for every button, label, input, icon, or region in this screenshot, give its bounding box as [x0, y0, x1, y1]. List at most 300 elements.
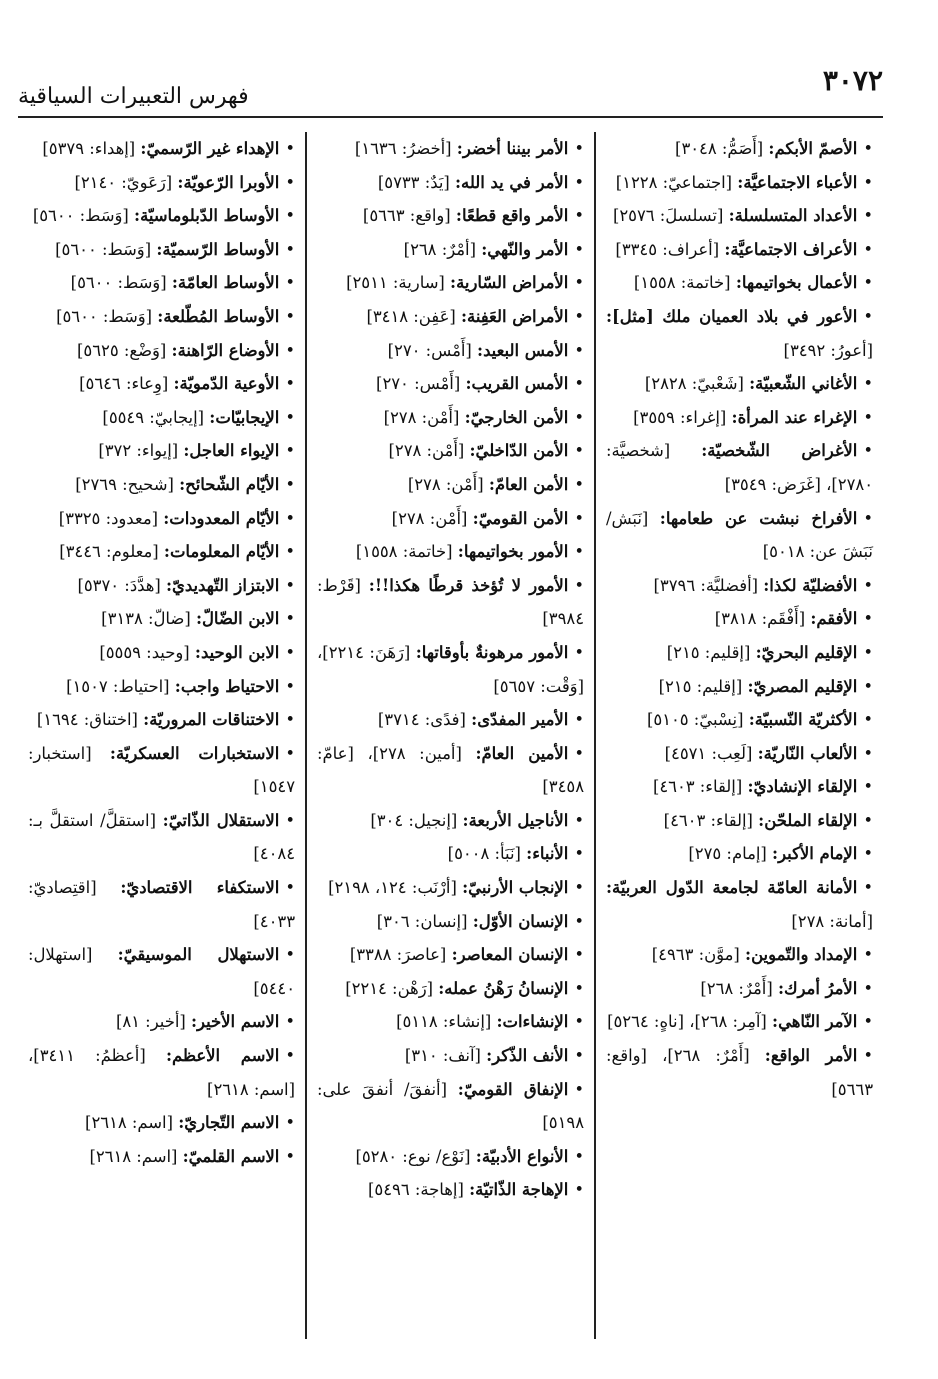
bullet-icon: •: [863, 676, 873, 696]
index-entry: [317, 233, 584, 267]
bullet-icon: •: [574, 441, 584, 461]
entry-term: الأمور مرهونةٌ بأوقاتها:: [415, 642, 569, 662]
entry-term: الأمر والنّهي:: [481, 239, 569, 259]
entry-term: الإغراء عند المرأة:: [731, 407, 858, 427]
bullet-icon: •: [285, 340, 295, 360]
index-entry: [317, 972, 584, 1006]
index-entry: [317, 334, 584, 368]
entry-reference: [إهداء: ٥٣٧٩]: [42, 139, 136, 158]
index-entry: [28, 569, 295, 603]
index-entry: [317, 367, 584, 401]
bullet-icon: •: [574, 1079, 584, 1099]
entry-term: الاستهلال الموسيقيّ:: [117, 945, 280, 965]
entry-term: الإيواء العاجل:: [183, 441, 280, 461]
bullet-icon: •: [285, 1046, 295, 1066]
entry-reference: [ضالّ: ٣١٣٨]: [101, 609, 191, 629]
entry-reference: [اقتِصاديّ: ٤٠٣٣]: [28, 878, 295, 931]
entry-term: الأكثريّة النّسبيّة:: [748, 710, 858, 730]
entry-term: الإهداء غير الرّسميّ:: [140, 139, 280, 158]
entry-term: الأناجيل الأربعة:: [462, 810, 569, 830]
entry-term: الأيّام المعلومات:: [163, 542, 280, 562]
bullet-icon: •: [285, 508, 295, 528]
bullet-icon: •: [574, 978, 584, 998]
entry-term: الإنسان الأوّل:: [472, 911, 569, 931]
bullet-icon: •: [285, 374, 295, 394]
entry-term: الإنفاق القوميّ:: [457, 1079, 569, 1099]
header-rule: [18, 116, 883, 118]
bullet-icon: •: [863, 239, 873, 259]
entry-term: الإيجابيّات:: [209, 407, 280, 427]
entry-term: الأمانة العامّة لجامعة الدّول العربيّة:: [606, 878, 858, 898]
entry-term: الاسم القلميّ:: [182, 1146, 280, 1166]
entry-reference: [أَمْرٌ: ٢٦٨]، [واقع: ٥٦٦٣]: [606, 1046, 873, 1099]
bullet-icon: •: [574, 273, 584, 293]
index-entry: [28, 434, 295, 468]
index-entry: [317, 300, 584, 334]
index-entry: [606, 132, 873, 166]
entry-reference: [نِسْبيّ: ٥١٠٥]: [646, 710, 744, 730]
entry-reference: [عاصرَ: ٣٣٨٨]: [349, 945, 447, 965]
entry-term: الإهاجة الذّاتيّة:: [469, 1180, 569, 1200]
index-entry: [606, 233, 873, 267]
entry-reference: [وحيد: ٥٥٥٩]: [99, 642, 190, 662]
entry-reference: [إيواء: ٣٧٢]: [98, 441, 179, 461]
entry-reference: [سارية: ٢٥١١]: [346, 273, 445, 293]
entry-term: الإنسان المعاصر:: [451, 945, 569, 965]
entry-reference: [إنسان: ٣٠٦]: [376, 911, 468, 931]
entry-term: الأوضاع الرّاهنة:: [171, 340, 280, 360]
index-entry: [28, 535, 295, 569]
index-entry: [606, 569, 873, 603]
entry-reference: [أَصَمُّ: ٣٠٤٨]: [675, 139, 764, 158]
index-entry: [28, 871, 295, 938]
entry-reference: [إقليم: ٢١٥]: [658, 676, 743, 696]
bullet-icon: •: [285, 407, 295, 427]
bullet-icon: •: [574, 306, 584, 326]
entry-reference: [إغراء: ٣٥٥٩]: [633, 407, 727, 427]
index-columns: [18, 132, 883, 1339]
entry-term: الأوعية الدّمويّة:: [173, 374, 280, 394]
index-entry: [28, 132, 295, 166]
index-entry: [606, 401, 873, 435]
bullet-icon: •: [285, 239, 295, 259]
bullet-icon: •: [285, 206, 295, 226]
bullet-icon: •: [863, 642, 873, 662]
entry-term: الإقليم البحريّ:: [755, 642, 858, 662]
bullet-icon: •: [285, 710, 295, 730]
bullet-icon: •: [863, 710, 873, 730]
bullet-icon: •: [863, 609, 873, 629]
entry-reference: [وَسَط: ٥٦٠٠]: [32, 206, 129, 226]
bullet-icon: •: [863, 374, 873, 394]
entry-term: الإنشاءات:: [496, 1012, 569, 1032]
bullet-icon: •: [574, 1180, 584, 1200]
index-entry: [606, 972, 873, 1006]
entry-reference: [أَمْس: ٢٧٠]: [376, 374, 461, 394]
index-entry: [28, 300, 295, 334]
entry-reference: [خاتمة: ١٥٥٨]: [355, 542, 453, 562]
bullet-icon: •: [863, 1046, 873, 1066]
bullet-icon: •: [863, 306, 873, 326]
bullet-icon: •: [574, 239, 584, 259]
entry-reference: [نَبَش/ نَبَشَ عن: ٥٠١٨]: [606, 508, 873, 562]
entry-reference: [عَفِن: ٣٤١٨]: [366, 306, 456, 326]
column-right: [596, 132, 883, 1339]
index-entry: [28, 1005, 295, 1039]
index-entry: [606, 804, 873, 838]
bullet-icon: •: [574, 743, 584, 763]
entry-term: الأمن القوميّ:: [472, 508, 569, 528]
index-entry: [606, 670, 873, 704]
entry-reference: [إلقاء: ٤٦٠٣]: [663, 810, 753, 830]
bullet-icon: •: [285, 306, 295, 326]
entry-reference: [إهاجة: ٥٤٩٦]: [368, 1180, 464, 1200]
entry-reference: [إنشاء: ٥١١٨]: [396, 1012, 492, 1032]
entry-reference: [أمْرٌ: ٢٦٨]: [403, 239, 476, 259]
entry-reference: [وَسَط: ٥٦٠٠]: [56, 306, 153, 326]
bullet-icon: •: [863, 575, 873, 595]
index-entry: [28, 1140, 295, 1174]
bullet-icon: •: [285, 609, 295, 629]
entry-reference: [شحيح: ٢٧٦٩]: [75, 474, 174, 494]
bullet-icon: •: [863, 1012, 873, 1032]
bullet-icon: •: [863, 878, 873, 898]
bullet-icon: •: [285, 676, 295, 696]
entry-term: الأعور في بلاد العميان ملك [مثل]:: [606, 306, 858, 326]
entry-reference: [احتياط: ١٥٠٧]: [66, 676, 170, 696]
entry-reference: [نَبَأ: ٥٠٠٨]: [447, 844, 521, 864]
entry-reference: [أَمْن: ٢٧٨]: [383, 407, 460, 427]
entry-term: الاختناقات المروريّة:: [143, 710, 280, 730]
bullet-icon: •: [285, 642, 295, 662]
entry-reference: [أعظمُ: ٣٤١١]، [اسم: ٢٦١٨]: [28, 1046, 295, 1099]
entry-reference: [أخضرُ: ١٦٣٦]: [354, 139, 452, 158]
index-entry: [317, 199, 584, 233]
index-entry: [28, 804, 295, 871]
entry-term: الأفراخ نبشت عن طعامها:: [659, 508, 858, 528]
index-entry: [606, 199, 873, 233]
entry-reference: [شخصيَّة: ٢٧٨٠]، [غَرَض: ٣٥٤٩]: [606, 441, 873, 494]
entry-reference: [إنجيل: ٣٠٤]: [370, 810, 458, 830]
bullet-icon: •: [574, 542, 584, 562]
entry-term: الاحتياط واجب:: [174, 676, 280, 696]
entry-term: الآمر النّاهي:: [772, 1012, 858, 1032]
entry-term: الأنواع الأدبيّة:: [475, 1146, 569, 1166]
entry-term: الأغراض الشّخصيّة:: [701, 441, 858, 461]
index-entry: [606, 266, 873, 300]
index-entry: [606, 703, 873, 737]
entry-term: الأمس القريب:: [465, 374, 569, 394]
entry-reference: [واقع: ٥٦٦٣]: [362, 206, 451, 226]
bullet-icon: •: [285, 1012, 295, 1032]
entry-reference: [أمين: ٢٧٨]، [عامّ: ٣٤٥٨]: [317, 743, 584, 797]
entry-term: الأمن الدّاخليّ:: [469, 441, 569, 461]
index-entry: [317, 737, 584, 804]
page-number: ٣٠٧٢: [822, 64, 883, 97]
column-left: [18, 132, 307, 1339]
index-entry: [28, 266, 295, 300]
entry-term: الأعداد المتسلسلة:: [728, 206, 858, 226]
entry-term: الاسم الأخير:: [191, 1012, 280, 1032]
entry-reference: [شَعْبيّ: ٢٨٢٨]: [644, 374, 744, 394]
bullet-icon: •: [863, 844, 873, 864]
index-entry: [28, 737, 295, 804]
bullet-icon: •: [863, 945, 873, 965]
entry-reference: [نَوْع/ نوع: ٥٢٨٠]: [355, 1146, 471, 1166]
bullet-icon: •: [574, 1146, 584, 1166]
bullet-icon: •: [285, 139, 295, 158]
entry-term: الأمر بيننا أخضر:: [456, 139, 569, 158]
entry-reference: [قَرْط: ٣٩٨٤]: [317, 575, 584, 629]
entry-reference: [أفضليَّة: ٣٧٩٦]: [653, 575, 759, 595]
bullet-icon: •: [574, 844, 584, 864]
entry-reference: [وَسَط: ٥٦٠٠]: [55, 239, 152, 259]
entry-term: الألعاب النّاريّة:: [757, 743, 858, 763]
bullet-icon: •: [574, 374, 584, 394]
entry-reference: [إمام: ٢٧٥]: [688, 844, 767, 864]
entry-reference: [لَعِب: ٤٥٧١]: [664, 743, 753, 763]
running-title: فهرس التعبيرات السياقية: [18, 84, 249, 109]
index-entry: [606, 367, 873, 401]
bullet-icon: •: [574, 710, 584, 730]
entry-reference: [آنف: ٣١٠]: [404, 1046, 481, 1066]
entry-reference: [أعراف: ٣٣٤٥]: [615, 239, 720, 259]
entry-reference: [اسم: ٢٦١٨]: [89, 1146, 178, 1166]
entry-reference: [خاتمة: ١٥٥٨]: [633, 273, 731, 293]
index-entry: [28, 602, 295, 636]
index-entry: [317, 703, 584, 737]
bullet-icon: •: [574, 911, 584, 931]
index-entry: [317, 569, 584, 636]
bullet-icon: •: [285, 474, 295, 494]
index-entry: [317, 636, 584, 703]
entry-term: الأمن العامّ:: [488, 474, 569, 494]
bullet-icon: •: [574, 206, 584, 226]
entry-reference: [موَّن: ٤٩٦٣]: [651, 945, 740, 965]
index-entry: [606, 737, 873, 771]
bullet-icon: •: [285, 575, 295, 595]
bullet-icon: •: [863, 407, 873, 427]
index-entry: [606, 837, 873, 871]
entry-term: الإلقاء الإنشاديّ:: [747, 777, 858, 797]
entry-reference: [أعورُ: ٣٤٩٢]: [783, 340, 873, 360]
entry-reference: [أَمْن: ٢٧٨]: [407, 474, 484, 494]
index-entry: [606, 434, 873, 501]
bullet-icon: •: [574, 1046, 584, 1066]
entry-term: الإلقاء الملحّن:: [758, 810, 858, 830]
entry-term: الأعمال بخواتيمها:: [735, 273, 858, 293]
bullet-icon: •: [285, 542, 295, 562]
entry-term: الإنسانُ رَهْنُ عمله:: [438, 978, 569, 998]
bullet-icon: •: [863, 978, 873, 998]
entry-term: الأمور لا تُؤخذ قرطًا هكذا!!:: [368, 575, 569, 595]
index-entry: [28, 199, 295, 233]
entry-reference: [إلقاء: ٤٦٠٣]: [652, 777, 743, 797]
entry-reference: [اسم: ٢٦١٨]: [85, 1113, 173, 1133]
entry-term: الاستخبارات العسكريّة:: [109, 743, 280, 763]
index-entry: [606, 502, 873, 569]
entry-reference: [معدود: ٣٣٢٥]: [58, 508, 158, 528]
index-entry: [317, 132, 584, 166]
index-entry: [28, 502, 295, 536]
index-entry: [317, 804, 584, 838]
bullet-icon: •: [574, 642, 584, 662]
index-entry: [28, 367, 295, 401]
entry-term: الأغاني الشّعبيّة:: [749, 374, 858, 394]
index-entry: [606, 871, 873, 938]
entry-term: الأفقم:: [810, 609, 858, 629]
bullet-icon: •: [574, 575, 584, 595]
index-entry: [317, 502, 584, 536]
entry-reference: [استهلال: ٥٤٤٠]: [28, 945, 295, 998]
bullet-icon: •: [574, 878, 584, 898]
bullet-icon: •: [863, 810, 873, 830]
bullet-icon: •: [574, 1012, 584, 1032]
index-entry: [317, 266, 584, 300]
entry-term: الأنف الذّكر:: [486, 1046, 569, 1066]
bullet-icon: •: [863, 777, 873, 797]
entry-term: الابن الضّالّ:: [195, 609, 280, 629]
entry-term: الأعراف الاجتماعيَّة:: [724, 239, 858, 259]
entry-reference: [أمانة: ٢٧٨]: [791, 911, 873, 931]
bullet-icon: •: [285, 743, 295, 763]
bullet-icon: •: [574, 407, 584, 427]
bullet-icon: •: [574, 340, 584, 360]
entry-reference: [فدًى: ٣٧١٤]: [377, 710, 466, 730]
entry-term: الأعباء الاجتماعيَّة:: [737, 172, 858, 192]
entry-term: الأمس البعيد:: [477, 340, 569, 360]
entry-term: الأمر في يد الله:: [455, 172, 569, 192]
entry-term: الإقليم المصريّ:: [747, 676, 858, 696]
index-entry: [317, 837, 584, 871]
index-entry: [317, 1073, 584, 1140]
index-entry: [317, 166, 584, 200]
index-entry: [317, 905, 584, 939]
entry-reference: [أَمْن: ٢٧٨]: [388, 441, 465, 461]
entry-reference: [أخير: ٨١]: [115, 1012, 186, 1032]
index-entry: [317, 401, 584, 435]
index-entry: [606, 602, 873, 636]
entry-reference: [آمِر: ٢٦٨]، [ناهٍ: ٥٢٦٤]: [607, 1012, 767, 1032]
entry-reference: [أنفقَ/ أنفقَ على: ٥١٩٨]: [317, 1079, 584, 1133]
entry-term: الأمر واقع قطعًا:: [455, 206, 569, 226]
index-entry: [28, 1039, 295, 1106]
index-entry: [28, 670, 295, 704]
bullet-icon: •: [863, 139, 873, 158]
index-entry: [317, 1140, 584, 1174]
bullet-icon: •: [574, 810, 584, 830]
entry-reference: [يَدٌ: ٥٧٣٣]: [377, 172, 450, 192]
entry-reference: [استخبار: ١٥٤٧]: [28, 743, 295, 797]
entry-reference: [وَضْع: ٥٦٢٥]: [77, 340, 167, 360]
bullet-icon: •: [574, 172, 584, 192]
bullet-icon: •: [574, 139, 584, 158]
bullet-icon: •: [285, 273, 295, 293]
entry-term: الأيّام الشّحائح:: [179, 474, 280, 494]
index-entry: [606, 166, 873, 200]
entry-reference: [اختناق: ١٦٩٤]: [36, 710, 138, 730]
index-entry: [606, 300, 873, 367]
index-entry: [606, 770, 873, 804]
entry-reference: [اجتماعيّ: ١٢٢٨]: [615, 172, 733, 192]
entry-term: الأمن الخارجيّ:: [464, 407, 569, 427]
entry-term: الأيّام المعدودات:: [163, 508, 280, 528]
entry-reference: [رَهَنَ: ٢٢١٤]، [وَقْت: ٥٦٥٧]: [317, 642, 584, 696]
entry-reference: [أَمْن: ٢٧٨]: [391, 508, 468, 528]
entry-reference: [هدَّدَ: ٥٣٧٠]: [77, 575, 161, 595]
entry-term: الأوبرا الرّعويّة:: [177, 172, 280, 192]
index-entry: [317, 871, 584, 905]
bullet-icon: •: [285, 172, 295, 192]
entry-term: الاستقلال الذّاتيّ:: [162, 810, 280, 830]
entry-reference: [تسلسلَ: ٢٥٧٦]: [612, 206, 724, 226]
entry-term: الأوساط الرّسميّة:: [156, 239, 280, 259]
index-entry: [606, 1039, 873, 1106]
entry-term: الأمر الواقع:: [764, 1046, 858, 1066]
index-entry: [28, 334, 295, 368]
entry-term: الأمراض السّارية:: [450, 273, 569, 293]
index-entry: [28, 938, 295, 1005]
bullet-icon: •: [574, 945, 584, 965]
entry-reference: [أرْنَب: ١٢٤، ٢١٩٨]: [328, 878, 457, 898]
entry-reference: [وِعاء: ٥٦٤٦]: [79, 374, 169, 394]
bullet-icon: •: [285, 441, 295, 461]
bullet-icon: •: [285, 878, 295, 898]
entry-term: الابتزاز التّهديديّ:: [166, 575, 280, 595]
index-entry: [317, 1039, 584, 1073]
entry-term: الابن الوحيد:: [194, 642, 280, 662]
index-entry: [606, 938, 873, 972]
entry-reference: [أَفْقَم: ٣٨١٨]: [714, 609, 806, 629]
column-middle: [307, 132, 596, 1339]
index-entry: [28, 1106, 295, 1140]
bullet-icon: •: [285, 1146, 295, 1166]
entry-reference: [أَمْس: ٢٧٠]: [387, 340, 472, 360]
index-entry: [317, 434, 584, 468]
entry-reference: [أَمْرٌ: ٢٦٨]: [700, 978, 773, 998]
entry-reference: [وَسَط: ٥٦٠٠]: [70, 273, 167, 293]
entry-term: الأوساط الدّبلوماسيّة:: [134, 206, 280, 226]
index-entry: [317, 535, 584, 569]
bullet-icon: •: [863, 172, 873, 192]
entry-reference: [إيجابيّ: ٥٥٤٩]: [102, 407, 205, 427]
bullet-icon: •: [285, 810, 295, 830]
entry-term: الأنباء:: [526, 844, 569, 864]
bullet-icon: •: [863, 743, 873, 763]
entry-term: الاسم الأعظم:: [165, 1046, 280, 1066]
bullet-icon: •: [863, 441, 873, 461]
bullet-icon: •: [863, 273, 873, 293]
index-entry: [28, 166, 295, 200]
index-entry: [317, 468, 584, 502]
index-entry: [317, 1005, 584, 1039]
entry-term: الأمراض العَفِنة:: [460, 306, 569, 326]
index-entry: [606, 636, 873, 670]
entry-term: الاستكفاء الاقتصاديّ:: [120, 878, 280, 898]
entry-reference: [رَهْن: ٢٢١٤]: [345, 978, 434, 998]
index-entry: [28, 233, 295, 267]
index-entry: [28, 703, 295, 737]
entry-reference: [إقليم: ٢١٥]: [666, 642, 751, 662]
entry-term: الإمام الأكبر:: [772, 844, 858, 864]
bullet-icon: •: [285, 945, 295, 965]
index-entry: [317, 938, 584, 972]
entry-reference: [معلوم: ٣٤٤٦]: [59, 542, 159, 562]
entry-term: الأمين العامّ:: [475, 743, 569, 763]
index-entry: [606, 1005, 873, 1039]
index-entry: [28, 401, 295, 435]
entry-term: الأوساط العامّة:: [171, 273, 280, 293]
